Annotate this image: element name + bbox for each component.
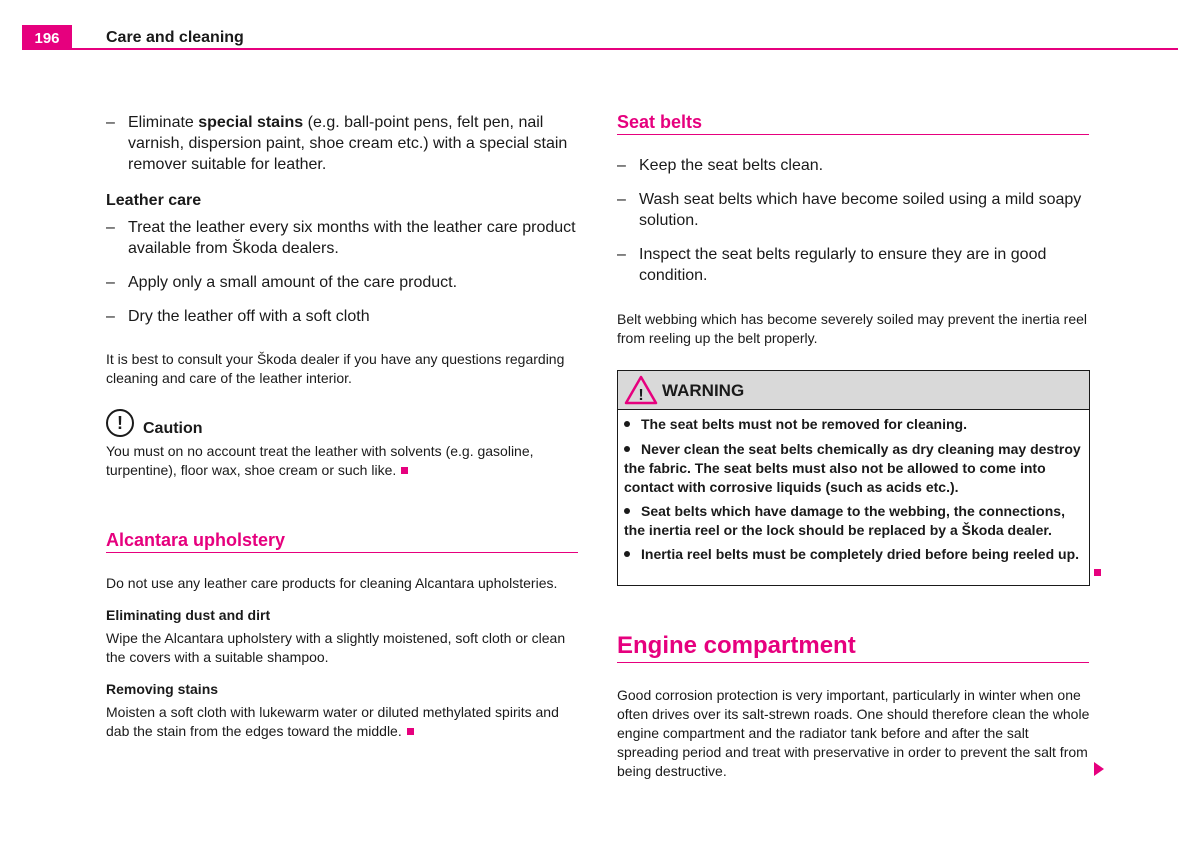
list-item: – Dry the leather off with a soft cloth (106, 308, 370, 325)
engine-section-title: Engine compartment (617, 632, 1089, 663)
caution-text: You must on no account treat the leather with solvents (e.g. gasoline, turpentine), floor wax, shoe cream or such like. (106, 443, 534, 478)
warning-item: Inertia reel belts must be completely dried before being reeled up. (624, 545, 1086, 564)
chapter-title: Care and cleaning (106, 29, 244, 46)
alcantara-section-title: Alcantara upholstery (106, 530, 578, 553)
dust-text: Wipe the Alcantara upholstery with a slightly moistened, soft cloth or clean the covers with a suitable shampoo. (106, 630, 566, 665)
warning-label: WARNING (662, 381, 745, 400)
list-item: – Wash seat belts which have become soiled using a mild soapy solution. (617, 191, 1082, 229)
warning-item: Seat belts which have damage to the webbing, the connections, the inertia reel or the lock should be replaced by a Škoda dealer. (624, 503, 1065, 538)
alcantara-intro: Do not use any leather care products for cleaning Alcantara upholsteries. (106, 575, 558, 591)
caution-title: Caution (143, 420, 203, 437)
list-item: – Apply only a small amount of the care product. (106, 274, 458, 291)
warning-box (617, 370, 1090, 586)
warning-triangle-icon (624, 375, 658, 405)
stains-heading: Removing stains (106, 681, 219, 697)
page-number: 196 (22, 25, 72, 50)
warning-item: Never clean the seat belts chemically as dry cleaning may destroy the fabric. The seat belts must also not be allowed to come into contact with corrosive liquids (such as acids etc.). (624, 441, 1081, 495)
consult-note: It is best to consult your Škoda dealer if you have any questions regarding cleaning and care of the leather interior. (106, 351, 565, 386)
leather-care-heading: Leather care (106, 192, 202, 209)
webbing-note: Belt webbing which has become severely soiled may prevent the inertia reel from reeling up the belt properly. (617, 311, 1088, 346)
seatbelts-section-title: Seat belts (617, 112, 1089, 135)
engine-text: Good corrosion protection is very important, particularly in winter when one often drives over its salt-strewn roads. One should therefore clean the whole engine compartment and the radiator tank before and after the salt spreading period and treat with preservative in order to prevent the salt from being destructive. (617, 687, 1090, 779)
warning-item: The seat belts must not be removed for cleaning. (624, 415, 1086, 434)
list-item: – Keep the seat belts clean. (617, 157, 824, 174)
warning-header (618, 371, 1089, 410)
list-item: – Inspect the seat belts regularly to ensure they are in good condition. (617, 246, 1047, 284)
list-item: – Treat the leather every six months with the leather care product available from Škoda dealers. (106, 219, 576, 257)
dust-heading: Eliminating dust and dirt (106, 607, 271, 623)
arrow-right-icon (1094, 762, 1104, 776)
svg-text:!: ! (638, 387, 644, 404)
exclamation-circle-icon: ! (106, 409, 134, 437)
stains-text: Moisten a soft cloth with lukewarm water or diluted methylated spirits and dab the stain from the edges toward the middle. (106, 704, 559, 739)
end-of-section-mark (407, 728, 414, 735)
end-of-section-mark (1094, 569, 1101, 576)
end-of-section-mark (401, 467, 408, 474)
header-divider (22, 48, 1178, 50)
stains-list-item: – Eliminate special stains (e.g. ball-point pens, felt pen, nail varnish, dispersion paint, shoe cream etc.) with a special stain remover suitable for leather. (106, 114, 568, 173)
